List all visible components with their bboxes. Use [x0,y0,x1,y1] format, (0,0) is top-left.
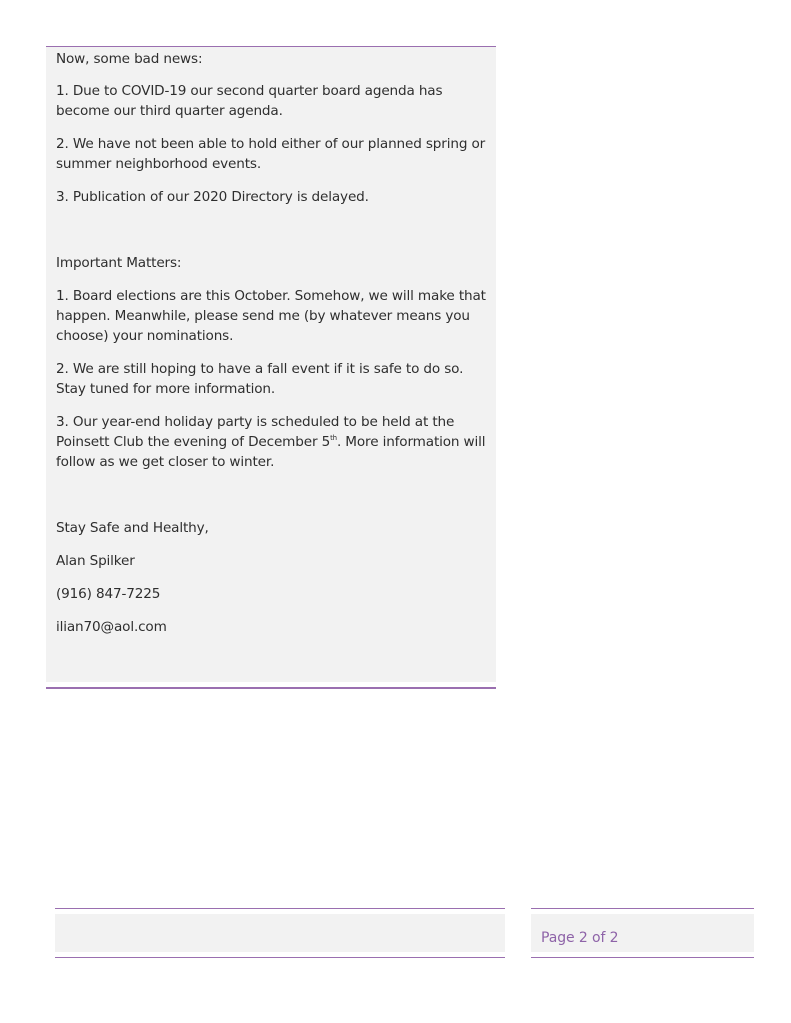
bad-news-heading: Now, some bad news: [56,51,203,67]
letter-panel [46,46,496,682]
bad-news-item-3: 3. Publication of our 2020 Directory is delayed. [56,189,369,205]
email-address: ilian70@aol.com [56,619,167,635]
important-matters-heading: Important Matters: [56,255,182,271]
bad-news-item-2: 2. We have not been able to hold either of our planned spring or summer neighborhood events. [56,136,486,172]
panel-bottom-divider [46,687,496,689]
important-matters-item-3 [56,412,488,472]
important-matters-item-2: 2. We are still hoping to have a fall event if it is safe to do so. Stay tuned for more information. [56,361,464,397]
ordinal-suffix: th [330,434,337,442]
important-matters-item-1: 1. Board elections are this October. Somehow, we will make that happen. Meanwhile, please send me (by whatever means you choose) your nominations. [56,288,486,344]
item-3-text-start: 3. Our year-end holiday party is scheduled to be held at the Poinsett Club the evening of December 5 [56,414,455,450]
phone-number: (916) 847-7225 [56,586,161,602]
footer-right-fill [531,914,754,952]
bad-news-item-1: 1. Due to COVID-19 our second quarter board agenda has become our third quarter agenda. [56,83,443,119]
footer-right-box [531,908,754,958]
signature-name: Alan Spilker [56,553,135,569]
footer-left-fill [55,914,505,952]
footer-left-box [55,908,505,958]
item-3-text-end: . More information will follow as we get closer to winter. [56,434,486,470]
page-number: Page 2 of 2 [541,930,619,946]
closing-line: Stay Safe and Healthy, [56,520,209,536]
